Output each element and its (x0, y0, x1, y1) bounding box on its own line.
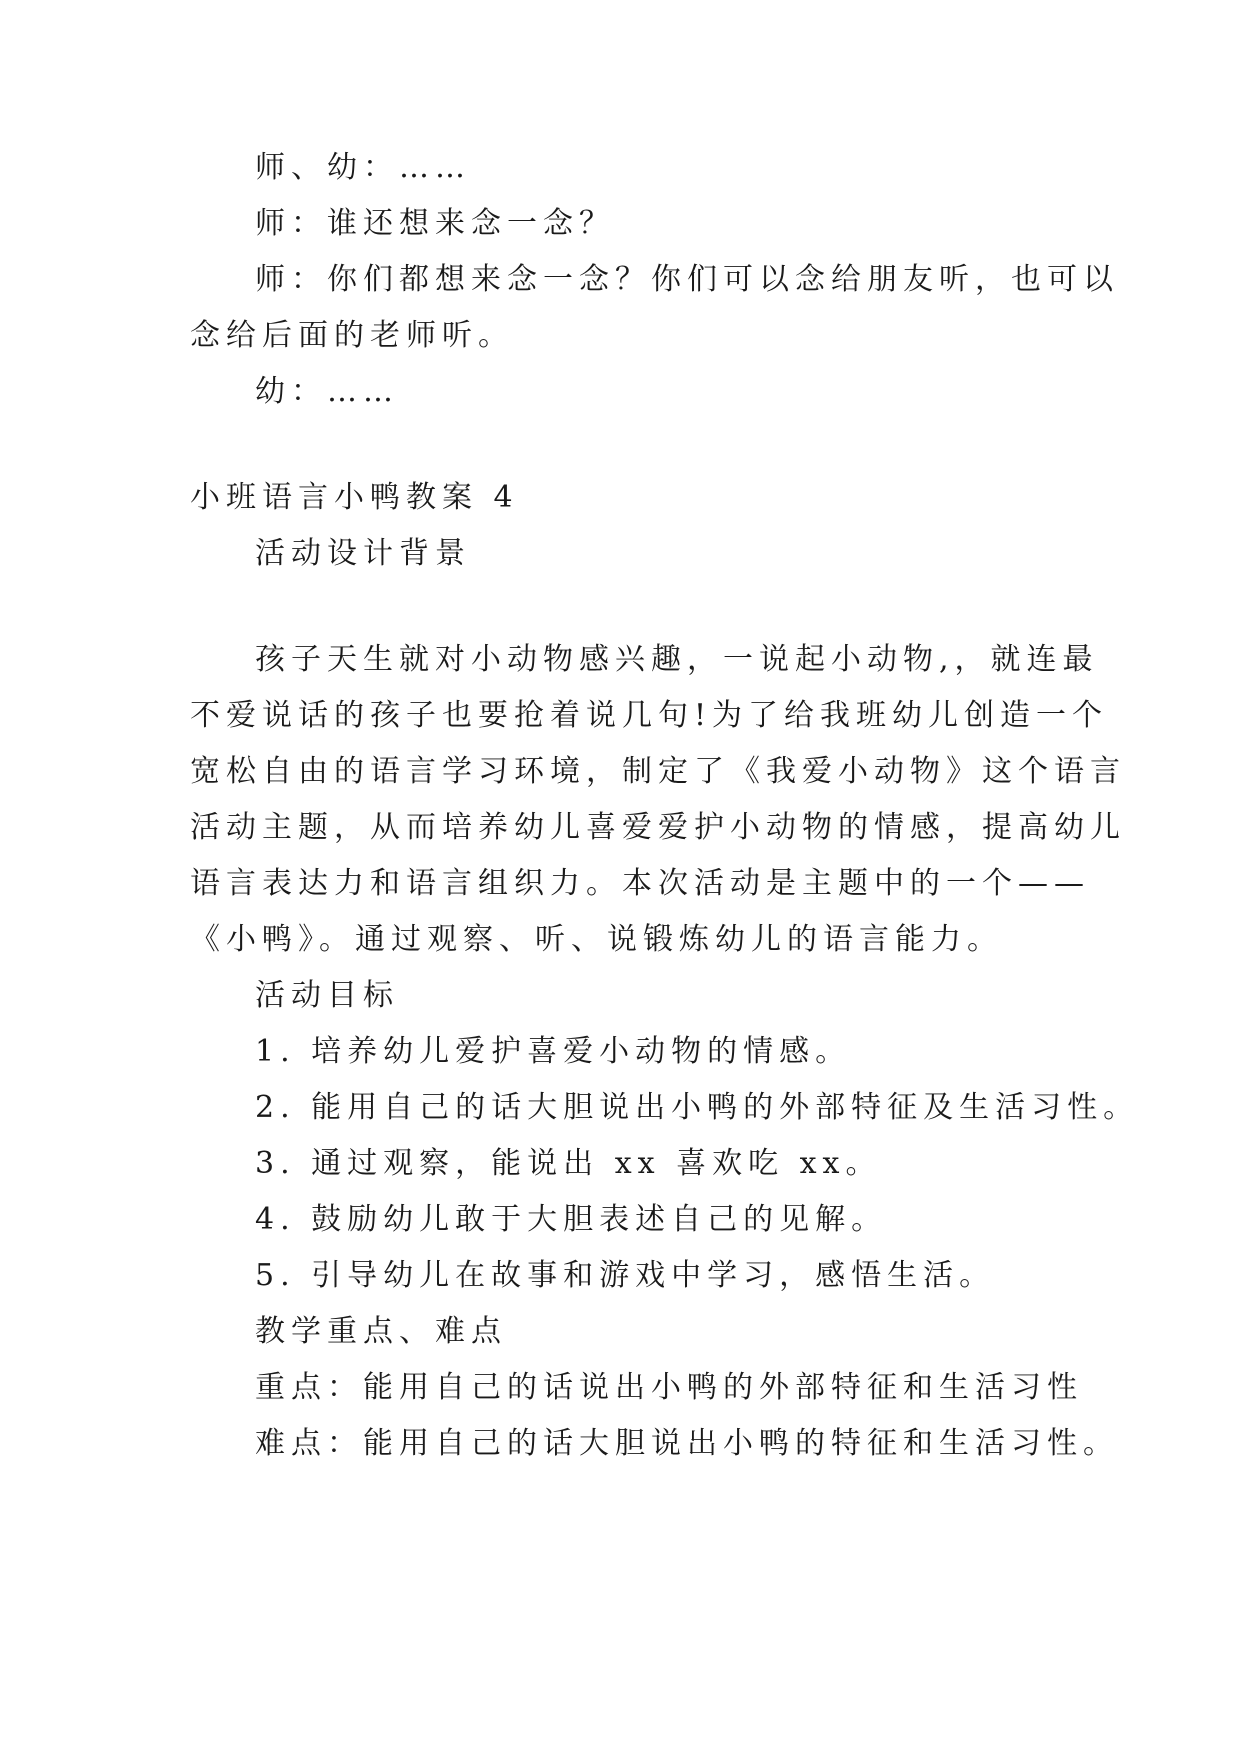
goal-item: 5. 引导幼儿在故事和游戏中学习，感悟生活。 (255, 1258, 996, 1293)
background-paragraph-line: 活动主题，从而培养幼儿喜爱爱护小动物的情感，提高幼儿 (190, 810, 1126, 845)
dialogue-line: 师、幼：…… (255, 150, 471, 185)
goal-item: 3. 通过观察，能说出 xx 喜欢吃 xx。 (255, 1146, 882, 1181)
goals-heading: 活动目标 (255, 978, 399, 1013)
background-paragraph-line: 《小鸭》。通过观察、听、说锻炼幼儿的语言能力。 (190, 922, 1003, 957)
dialogue-line: 师：你们都想来念一念？你们可以念给朋友听，也可以 (255, 262, 1119, 297)
dialogue-line: 念给后面的老师听。 (190, 318, 514, 353)
dialogue-line: 师：谁还想来念一念？ (255, 206, 615, 241)
background-paragraph-line: 孩子天生就对小动物感兴趣，一说起小动物,，就连最 (255, 642, 1099, 677)
goal-item: 2. 能用自己的话大胆说出小鸭的外部特征及生活习性。 (255, 1090, 1140, 1125)
goal-item: 1. 培养幼儿爱护喜爱小动物的情感。 (255, 1034, 852, 1069)
background-paragraph-line: 不爱说话的孩子也要抢着说几句!为了给我班幼儿创造一个 (190, 698, 1109, 733)
goal-item: 4. 鼓励幼儿敢于大胆表述自己的见解。 (255, 1202, 888, 1237)
background-paragraph-line: 宽松自由的语言学习环境，制定了《我爱小动物》这个语言 (190, 754, 1126, 789)
keypoints-heading: 教学重点、难点 (255, 1314, 507, 1349)
background-heading: 活动设计背景 (255, 536, 471, 571)
dialogue-line: 幼：…… (255, 374, 399, 409)
keypoint-line: 重点：能用自己的话说出小鸭的外部特征和生活习性 (255, 1370, 1083, 1405)
difficulty-line: 难点：能用自己的话大胆说出小鸭的特征和生活习性。 (255, 1426, 1119, 1461)
section-title: 小班语言小鸭教案 4 (190, 480, 519, 515)
background-paragraph-line: 语言表达力和语言组织力。本次活动是主题中的一个—— (190, 866, 1090, 901)
